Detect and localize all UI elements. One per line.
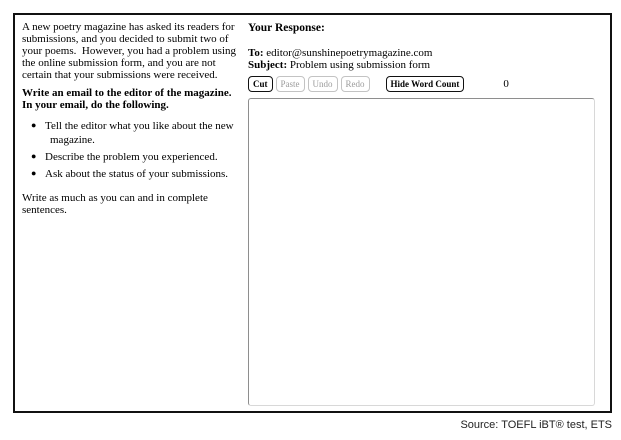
prompt-bullet-item: ● Tell the editor what you like about the new magazine. xyxy=(45,119,241,147)
email-to-line xyxy=(248,47,600,59)
prompt-panel xyxy=(22,21,244,216)
prompt-bullet-item: ● Ask about the status of your submissions. xyxy=(45,167,241,181)
prompt-bullet-item: ● Describe the problem you experienced. xyxy=(45,150,241,164)
response-panel xyxy=(248,22,600,406)
redo-button: Redo xyxy=(341,76,370,92)
prompt-bullet-list xyxy=(22,119,244,181)
subject-value: Problem using submission form xyxy=(289,59,431,71)
to-address: editor@sunshinepoetrymagazine.com xyxy=(266,47,433,59)
prompt-paragraph: A new poetry magazine has asked its readers for submissions, and you decided to submit two of your poems. However, you had a problem using the online submission form, and you are not certain that your submissions were received. xyxy=(22,21,239,81)
undo-button: Undo xyxy=(308,76,338,92)
subject-label: Subject: xyxy=(248,59,288,71)
cut-button[interactable]: Cut xyxy=(248,76,273,92)
prompt-instruction: Write an email to the editor of the magazine. In your email, do the following. xyxy=(22,87,237,111)
paste-button: Paste xyxy=(276,76,305,92)
prompt-closing-note: Write as much as you can and in complete sentences. xyxy=(22,192,208,216)
response-text-input[interactable] xyxy=(248,98,595,406)
source-attribution: Source: TOEFL iBT® test, ETS xyxy=(460,419,612,431)
hide-word-count-button[interactable]: Hide Word Count xyxy=(386,76,465,92)
email-subject-line xyxy=(248,59,600,71)
email-header-block xyxy=(248,47,600,71)
editor-toolbar xyxy=(248,76,600,92)
response-title: Your Response: xyxy=(248,22,325,34)
to-label: To: xyxy=(248,47,264,59)
word-count-value: 0 xyxy=(503,78,509,91)
